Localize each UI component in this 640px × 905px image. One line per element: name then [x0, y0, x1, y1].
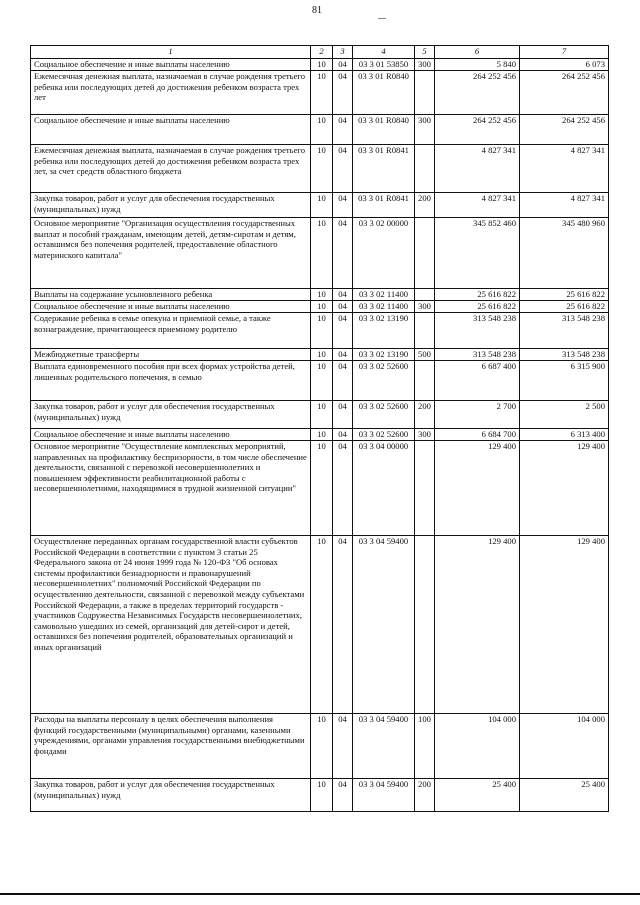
row-amount-year-2: 129 400 — [520, 536, 609, 714]
row-expense-type — [415, 441, 435, 536]
row-target-article: 03 3 01 53850 — [353, 59, 415, 71]
row-name: Социальное обеспечение и иные выплаты населению — [31, 301, 311, 313]
row-subsection: 04 — [333, 313, 353, 349]
row-target-article: 03 3 02 11400 — [353, 289, 415, 301]
table-row — [31, 536, 609, 714]
row-target-article: 03 3 02 52600 — [353, 401, 415, 429]
row-expense-type: 100 — [415, 714, 435, 779]
row-amount-year-2: 6 073 — [520, 59, 609, 71]
row-name: Закупка товаров, работ и услуг для обеспечения государственных (муниципальных) нужд — [31, 401, 311, 429]
column-header: 3 — [333, 46, 353, 59]
row-subsection: 04 — [333, 779, 353, 812]
row-subsection: 04 — [333, 714, 353, 779]
row-expense-type — [415, 218, 435, 289]
row-name: Содержание ребенка в семье опекуна и приемной семье, а также вознаграждение, причитающееся приемному родителю — [31, 313, 311, 349]
table-row — [31, 59, 609, 71]
row-name: Основное мероприятие "Осуществление комплексных мероприятий, направленных на профилактику беспризорности, в том числе обеспечение деятельности, связанной с перевозкой несовершеннолетних и повышением эффективности реабилитационной работы с несовершеннолетними, находящимися в трудной жизненной ситуации" — [31, 441, 311, 536]
row-subsection: 04 — [333, 301, 353, 313]
column-header: 1 — [31, 46, 311, 59]
row-amount-year-1: 104 000 — [435, 714, 520, 779]
row-subsection: 04 — [333, 441, 353, 536]
row-target-article: 03 3 02 11400 — [353, 301, 415, 313]
row-section: 10 — [311, 59, 333, 71]
row-target-article: 03 3 04 59400 — [353, 779, 415, 812]
column-header: 5 — [415, 46, 435, 59]
row-expense-type: 200 — [415, 401, 435, 429]
row-amount-year-1: 264 252 456 — [435, 71, 520, 115]
row-section: 10 — [311, 218, 333, 289]
row-name: Закупка товаров, работ и услуг для обеспечения государственных (муниципальных) нужд — [31, 779, 311, 812]
row-amount-year-2: 313 548 238 — [520, 313, 609, 349]
row-name: Основное мероприятие "Организация осуществления государственных выплат и пособий гражданам, имеющим детей, детям-сиротам и детям, оставшимся без попечения родителей, предоставление областного материнского капитала" — [31, 218, 311, 289]
row-amount-year-2: 6 315 900 — [520, 361, 609, 401]
row-amount-year-2: 345 480 960 — [520, 218, 609, 289]
row-subsection: 04 — [333, 59, 353, 71]
row-subsection: 04 — [333, 145, 353, 193]
row-expense-type: 300 — [415, 115, 435, 145]
row-amount-year-1: 25 616 822 — [435, 289, 520, 301]
row-section: 10 — [311, 289, 333, 301]
row-amount-year-2: 129 400 — [520, 441, 609, 536]
row-amount-year-1: 129 400 — [435, 441, 520, 536]
row-name: Социальное обеспечение и иные выплаты населению — [31, 429, 311, 441]
row-amount-year-2: 4 827 341 — [520, 145, 609, 193]
row-amount-year-1: 129 400 — [435, 536, 520, 714]
row-expense-type — [415, 145, 435, 193]
row-amount-year-1: 25 616 822 — [435, 301, 520, 313]
row-section: 10 — [311, 115, 333, 145]
table-row — [31, 714, 609, 779]
table-row — [31, 361, 609, 401]
row-amount-year-2: 25 400 — [520, 779, 609, 812]
row-amount-year-2: 25 616 822 — [520, 301, 609, 313]
column-header: 2 — [311, 46, 333, 59]
row-target-article: 03 3 02 13190 — [353, 349, 415, 361]
row-amount-year-2: 264 252 456 — [520, 115, 609, 145]
row-subsection: 04 — [333, 349, 353, 361]
row-amount-year-1: 345 852 460 — [435, 218, 520, 289]
table-row — [31, 289, 609, 301]
column-header: 7 — [520, 46, 609, 59]
row-section: 10 — [311, 536, 333, 714]
row-subsection: 04 — [333, 429, 353, 441]
row-target-article: 03 3 01 R0841 — [353, 193, 415, 218]
page-number: 81 — [312, 5, 322, 16]
row-name: Закупка товаров, работ и услуг для обеспечения государственных (муниципальных) нужд — [31, 193, 311, 218]
row-name: Расходы на выплаты персоналу в целях обеспечения выполнения функций государственными (муниципальными) органами, казенными учреждениями, органами управления государственными внебюджетными фондами — [31, 714, 311, 779]
row-expense-type: 500 — [415, 349, 435, 361]
row-expense-type — [415, 289, 435, 301]
row-amount-year-1: 264 252 456 — [435, 115, 520, 145]
row-target-article: 03 3 04 59400 — [353, 714, 415, 779]
row-amount-year-1: 5 840 — [435, 59, 520, 71]
row-section: 10 — [311, 145, 333, 193]
row-section: 10 — [311, 441, 333, 536]
row-amount-year-1: 6 687 400 — [435, 361, 520, 401]
row-section: 10 — [311, 361, 333, 401]
row-section: 10 — [311, 714, 333, 779]
table-row — [31, 779, 609, 812]
row-amount-year-1: 6 684 700 — [435, 429, 520, 441]
row-expense-type — [415, 71, 435, 115]
row-amount-year-2: 6 313 400 — [520, 429, 609, 441]
row-target-article: 03 3 02 52600 — [353, 429, 415, 441]
row-subsection: 04 — [333, 71, 353, 115]
row-expense-type: 200 — [415, 779, 435, 812]
row-target-article: 03 3 04 00000 — [353, 441, 415, 536]
row-amount-year-2: 313 548 238 — [520, 349, 609, 361]
row-name: Социальное обеспечение и иные выплаты населению — [31, 115, 311, 145]
column-header: 6 — [435, 46, 520, 59]
row-section: 10 — [311, 71, 333, 115]
table-row — [31, 441, 609, 536]
row-target-article: 03 3 01 R0841 — [353, 145, 415, 193]
row-amount-year-1: 2 700 — [435, 401, 520, 429]
row-section: 10 — [311, 349, 333, 361]
table-row — [31, 71, 609, 115]
row-target-article: 03 3 02 13190 — [353, 313, 415, 349]
row-section: 10 — [311, 429, 333, 441]
row-target-article: 03 3 01 R0840 — [353, 71, 415, 115]
row-name: Ежемесячная денежная выплата, назначаемая в случае рождения третьего ребенка или последующих детей до достижения ребенком возраста трех лет — [31, 71, 311, 115]
table-row — [31, 218, 609, 289]
row-expense-type — [415, 361, 435, 401]
budget-table — [30, 45, 609, 812]
row-subsection: 04 — [333, 289, 353, 301]
row-name: Выплата единовременного пособия при всех формах устройства детей, лишенных родительского попечения, в семью — [31, 361, 311, 401]
bottom-rule — [0, 893, 640, 895]
row-amount-year-1: 313 548 238 — [435, 349, 520, 361]
row-amount-year-2: 25 616 822 — [520, 289, 609, 301]
row-section: 10 — [311, 401, 333, 429]
table-row — [31, 193, 609, 218]
row-target-article: 03 3 01 R0840 — [353, 115, 415, 145]
row-subsection: 04 — [333, 536, 353, 714]
row-name: Выплаты на содержание усыновленного ребенка — [31, 289, 311, 301]
row-expense-type — [415, 313, 435, 349]
row-subsection: 04 — [333, 401, 353, 429]
table-row — [31, 145, 609, 193]
row-name: Осуществление переданных органам государственной власти субъектов Российской Федерации в соответствии с пунктом 3 статьи 25 Федерального закона от 24 июня 1999 года № 120-ФЗ "Об основах системы профилактики безнадзорности и правонарушений несовершеннолетних" полномочий Российской Федерации по осуществлению деятельности, связанной с перевозкой между субъектами Российской Федерации, а также в пределах территорий государств - участников Содружества Независимых Государств несовершеннолетних, самовольно ушедших из семей, организаций для детей-сирот и детей, оставшихся без попечения родителей, образовательных организаций и иных организаций — [31, 536, 311, 714]
row-target-article: 03 3 04 59400 — [353, 536, 415, 714]
row-expense-type: 300 — [415, 301, 435, 313]
row-amount-year-2: 2 500 — [520, 401, 609, 429]
row-amount-year-1: 313 548 238 — [435, 313, 520, 349]
row-target-article: 03 3 02 00000 — [353, 218, 415, 289]
row-section: 10 — [311, 193, 333, 218]
column-number-row — [31, 46, 609, 59]
row-section: 10 — [311, 301, 333, 313]
row-section: 10 — [311, 779, 333, 812]
row-amount-year-2: 264 252 456 — [520, 71, 609, 115]
row-amount-year-2: 4 827 341 — [520, 193, 609, 218]
row-subsection: 04 — [333, 193, 353, 218]
table-row — [31, 301, 609, 313]
table-row — [31, 429, 609, 441]
row-name: Социальное обеспечение и иные выплаты населению — [31, 59, 311, 71]
table-body — [31, 59, 609, 812]
row-subsection: 04 — [333, 115, 353, 145]
row-subsection: 04 — [333, 218, 353, 289]
row-section: 10 — [311, 313, 333, 349]
table-row — [31, 349, 609, 361]
table-row — [31, 401, 609, 429]
row-name: Межбюджетные трансферты — [31, 349, 311, 361]
row-expense-type: 200 — [415, 193, 435, 218]
table-row — [31, 313, 609, 349]
row-expense-type: 300 — [415, 59, 435, 71]
row-expense-type — [415, 536, 435, 714]
column-header: 4 — [353, 46, 415, 59]
scan-mark — [378, 18, 386, 19]
row-amount-year-1: 4 827 341 — [435, 193, 520, 218]
row-amount-year-2: 104 000 — [520, 714, 609, 779]
row-amount-year-1: 4 827 341 — [435, 145, 520, 193]
row-subsection: 04 — [333, 361, 353, 401]
row-expense-type: 300 — [415, 429, 435, 441]
table-row — [31, 115, 609, 145]
row-target-article: 03 3 02 52600 — [353, 361, 415, 401]
row-name: Ежемесячная денежная выплата, назначаемая в случае рождения третьего ребенка или последующих детей до достижения ребенком возраста трех лет, за счет средств областного бюджета — [31, 145, 311, 193]
row-amount-year-1: 25 400 — [435, 779, 520, 812]
